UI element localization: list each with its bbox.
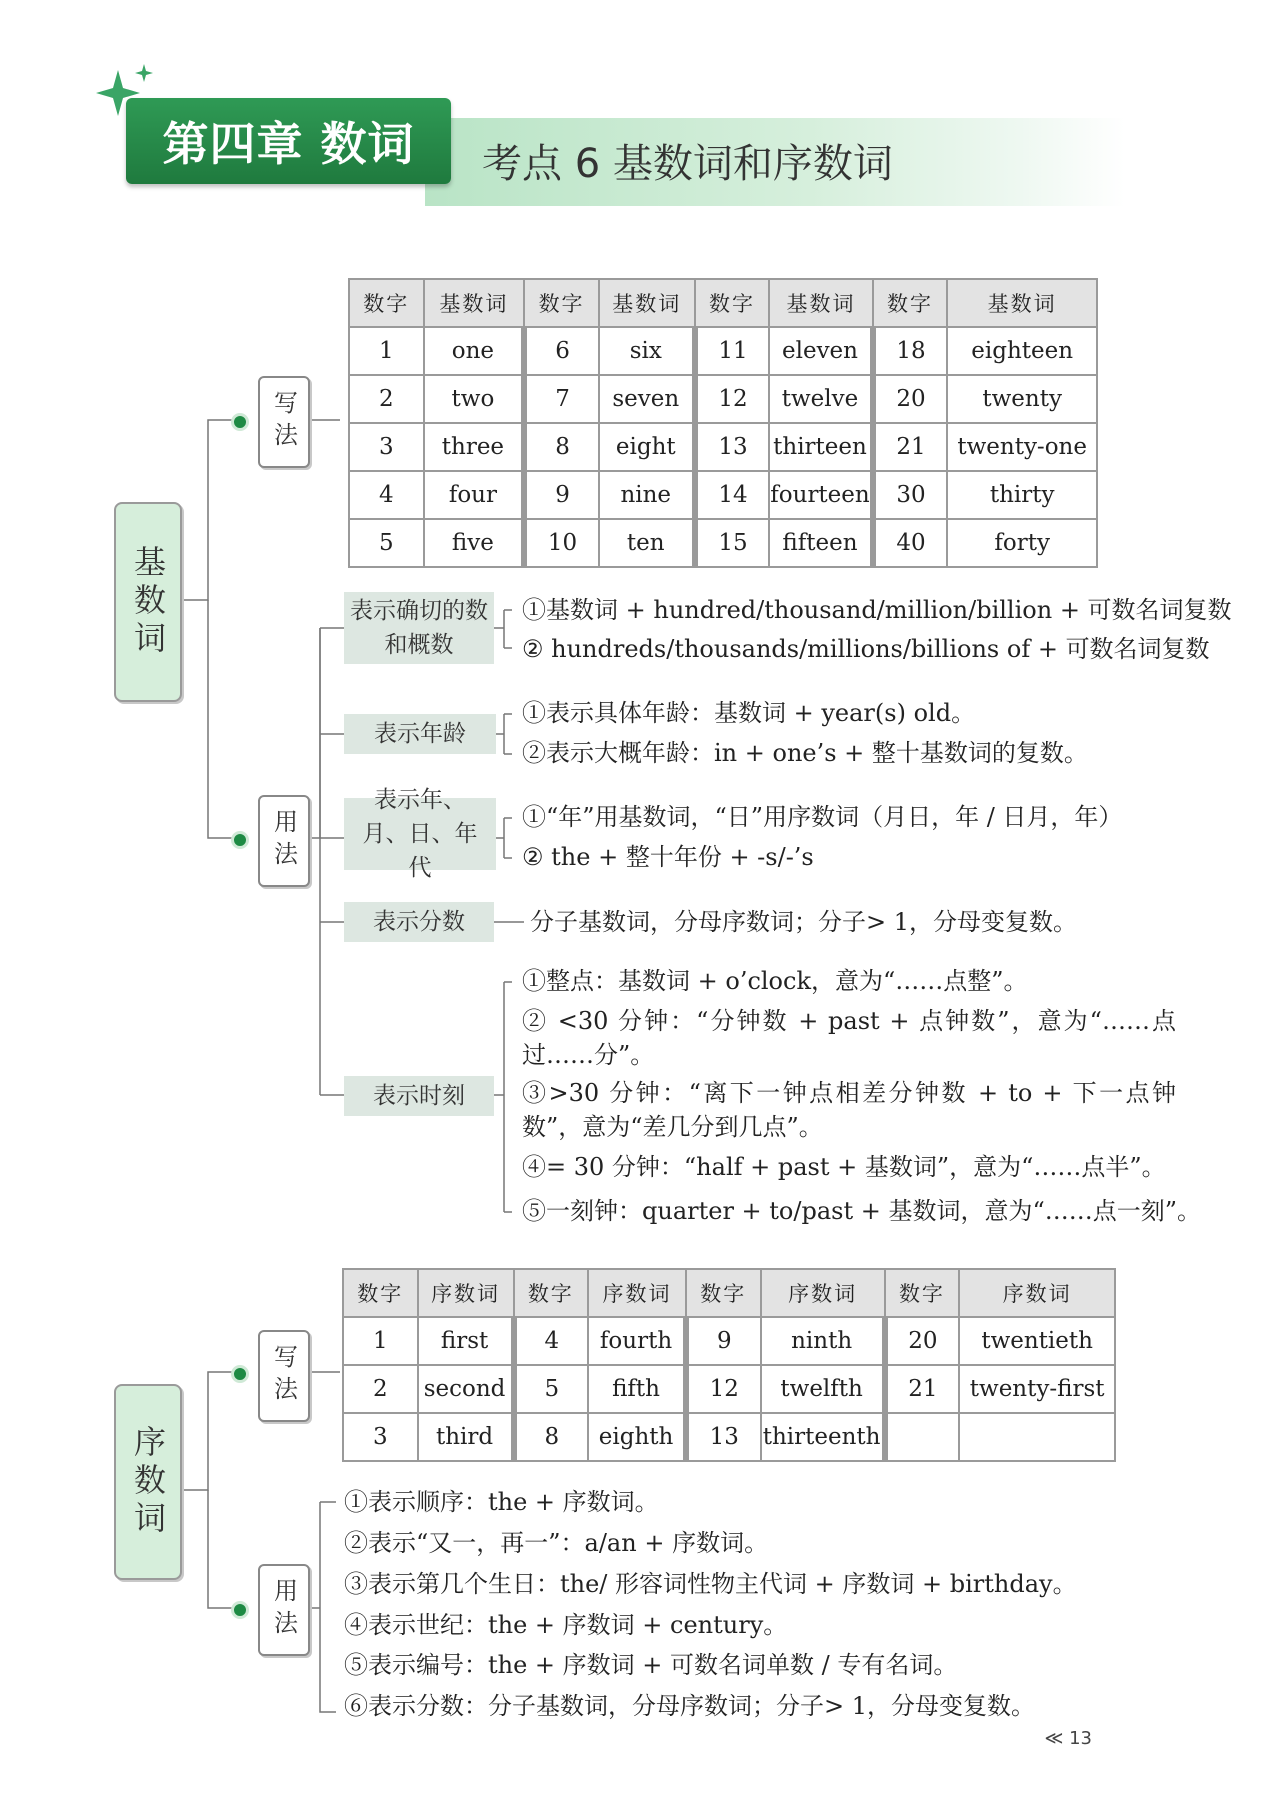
ordinal-usage-item: ⑥表示分数：分子基数词，分母序数词；分子> 1，分母变复数。 — [344, 1692, 1036, 1720]
cell-word: ten — [599, 519, 695, 567]
usage-label-date: 表示年、月、日、年代 — [344, 798, 496, 870]
cell-word: thirteenth — [761, 1413, 885, 1461]
cell-word: twentieth — [959, 1317, 1115, 1365]
ordinal-heading: 序数词 — [114, 1384, 182, 1580]
table-row — [349, 471, 1097, 519]
usage-item: ①表示具体年龄：基数词 + year(s) old。 — [522, 699, 976, 727]
cell-word: first — [418, 1317, 514, 1365]
ordinal-table — [342, 1268, 1116, 1462]
header-number: 数字 — [524, 279, 599, 327]
cell-number: 7 — [524, 375, 599, 423]
usage-item: ①“年”用基数词，“日”用序数词（月日，年 / 日月，年） — [522, 803, 1123, 831]
node-dot — [231, 1601, 249, 1619]
ordinal-usage-item: ⑤表示编号：the + 序数词 + 可数名词单数 / 专有名词。 — [344, 1651, 958, 1679]
cell-number: 8 — [524, 423, 599, 471]
chapter-title: 第四章 数词 — [126, 98, 451, 184]
usage-label-age: 表示年龄 — [344, 714, 496, 754]
cell-number: 4 — [514, 1317, 589, 1365]
usage-label-fraction: 表示分数 — [344, 902, 494, 942]
cell-number: 6 — [524, 327, 599, 375]
cell-word: twenty — [947, 375, 1097, 423]
header-word: 序数词 — [418, 1269, 514, 1317]
cell-number: 13 — [686, 1413, 761, 1461]
cell-word: six — [599, 327, 695, 375]
cell-number: 10 — [524, 519, 599, 567]
cell-word: forty — [947, 519, 1097, 567]
cell-number: 5 — [514, 1365, 589, 1413]
usage-item: 分子基数词，分母序数词；分子> 1，分母变复数。 — [530, 908, 1078, 936]
cardinal-writing-label: 写法 — [258, 376, 310, 468]
cell-number — [885, 1413, 960, 1461]
ordinal-usage-label: 用法 — [258, 1564, 310, 1656]
header-number: 数字 — [695, 279, 770, 327]
cell-number: 9 — [686, 1317, 761, 1365]
usage-item: ①基数词 + hundred/thousand/million/billion + 可数名词复数 — [522, 596, 1232, 624]
table-row — [349, 423, 1097, 471]
topic-title: 考点 6 基数词和序数词 — [482, 141, 893, 187]
usage-item: ①整点：基数词 + o’clock，意为“……点整”。 — [522, 967, 1028, 995]
cell-word: eight — [599, 423, 695, 471]
header-word: 序数词 — [588, 1269, 686, 1317]
page-number: ≪ 13 — [1044, 1728, 1092, 1749]
header-number: 数字 — [873, 279, 948, 327]
header-number: 数字 — [349, 279, 424, 327]
header-word: 序数词 — [761, 1269, 885, 1317]
cell-word: five — [424, 519, 525, 567]
header-word: 基数词 — [599, 279, 695, 327]
cell-word: fourth — [588, 1317, 686, 1365]
cell-word: ninth — [761, 1317, 885, 1365]
cell-word: eighteen — [947, 327, 1097, 375]
usage-item: ② hundreds/thousands/millions/billions of + 可数名词复数 — [522, 635, 1210, 663]
header-number: 数字 — [686, 1269, 761, 1317]
cell-number: 1 — [343, 1317, 418, 1365]
cell-number: 8 — [514, 1413, 589, 1461]
usage-item: ②表示大概年龄：in + one’s + 整十基数词的复数。 — [522, 739, 1088, 767]
cell-number: 21 — [873, 423, 948, 471]
table-row — [343, 1413, 1115, 1461]
cell-number: 30 — [873, 471, 948, 519]
header-number: 数字 — [514, 1269, 589, 1317]
cell-word: two — [424, 375, 525, 423]
cell-number: 2 — [349, 375, 424, 423]
cell-number: 20 — [885, 1317, 960, 1365]
usage-item: ④= 30 分钟：“half + past + 基数词”，意为“……点半”。 — [522, 1153, 1166, 1181]
cell-number: 15 — [695, 519, 770, 567]
node-dot — [231, 831, 249, 849]
cell-word: eighth — [588, 1413, 686, 1461]
cell-word: nine — [599, 471, 695, 519]
ordinal-usage-item: ③表示第几个生日：the/ 形容词性物主代词 + 序数词 + birthday。 — [344, 1570, 1077, 1598]
ordinal-writing-label: 写法 — [258, 1330, 310, 1422]
table-header-row — [349, 279, 1097, 327]
table-row — [349, 375, 1097, 423]
cardinal-usage-label: 用法 — [258, 795, 310, 887]
usage-item: ③>30 分钟：“离下一钟点相差分钟数 + to + 下一点钟数”，意为“差几分到几点”。 — [522, 1079, 1176, 1141]
cell-number: 5 — [349, 519, 424, 567]
cell-number: 40 — [873, 519, 948, 567]
cell-number: 13 — [695, 423, 770, 471]
header-word: 序数词 — [959, 1269, 1115, 1317]
node-dot — [231, 413, 249, 431]
cell-word: fifteen — [769, 519, 872, 567]
table-header-row — [343, 1269, 1115, 1317]
cell-word: thirty — [947, 471, 1097, 519]
usage-item: ② <30 分钟：“分钟数 + past + 点钟数”，意为“……点过……分”。 — [522, 1007, 1176, 1069]
usage-label-time: 表示时刻 — [344, 1076, 494, 1116]
cell-number: 20 — [873, 375, 948, 423]
cell-word: twenty-one — [947, 423, 1097, 471]
header-word: 基数词 — [769, 279, 872, 327]
cell-word: one — [424, 327, 525, 375]
cell-word — [959, 1413, 1115, 1461]
cell-word: second — [418, 1365, 514, 1413]
ordinal-usage-item: ④表示世纪：the + 序数词 + century。 — [344, 1611, 788, 1639]
cell-word: thirteen — [769, 423, 872, 471]
table-row — [343, 1317, 1115, 1365]
usage-label-exact-number: 表示确切的数和概数 — [344, 592, 494, 664]
cell-word: twelve — [769, 375, 872, 423]
cell-number: 12 — [695, 375, 770, 423]
cell-number: 2 — [343, 1365, 418, 1413]
header-number: 数字 — [885, 1269, 960, 1317]
ordinal-usage-item: ②表示“又一，再一”：a/an + 序数词。 — [344, 1529, 769, 1557]
cell-word: twelfth — [761, 1365, 885, 1413]
cell-word: three — [424, 423, 525, 471]
cell-number: 14 — [695, 471, 770, 519]
header-number: 数字 — [343, 1269, 418, 1317]
cell-word: third — [418, 1413, 514, 1461]
usage-item: ② the + 整十年份 + -s/-’s — [522, 843, 814, 871]
cell-number: 4 — [349, 471, 424, 519]
usage-item: ⑤一刻钟：quarter + to/past + 基数词，意为“……点一刻”。 — [522, 1197, 1202, 1225]
cell-word: four — [424, 471, 525, 519]
cell-word: twenty-first — [959, 1365, 1115, 1413]
cell-word: eleven — [769, 327, 872, 375]
cell-number: 21 — [885, 1365, 960, 1413]
table-row — [343, 1365, 1115, 1413]
cell-word: seven — [599, 375, 695, 423]
table-row — [349, 327, 1097, 375]
cell-number: 3 — [349, 423, 424, 471]
cardinal-table — [348, 278, 1098, 568]
cell-number: 3 — [343, 1413, 418, 1461]
node-dot — [231, 1365, 249, 1383]
header-word: 基数词 — [424, 279, 525, 327]
cell-word: fourteen — [769, 471, 872, 519]
cell-number: 18 — [873, 327, 948, 375]
ordinal-usage-item: ①表示顺序：the + 序数词。 — [344, 1488, 659, 1516]
cell-word: fifth — [588, 1365, 686, 1413]
header-word: 基数词 — [947, 279, 1097, 327]
table-row — [349, 519, 1097, 567]
cardinal-heading: 基数词 — [114, 502, 182, 702]
cell-number: 9 — [524, 471, 599, 519]
cell-number: 1 — [349, 327, 424, 375]
cell-number: 12 — [686, 1365, 761, 1413]
cell-number: 11 — [695, 327, 770, 375]
